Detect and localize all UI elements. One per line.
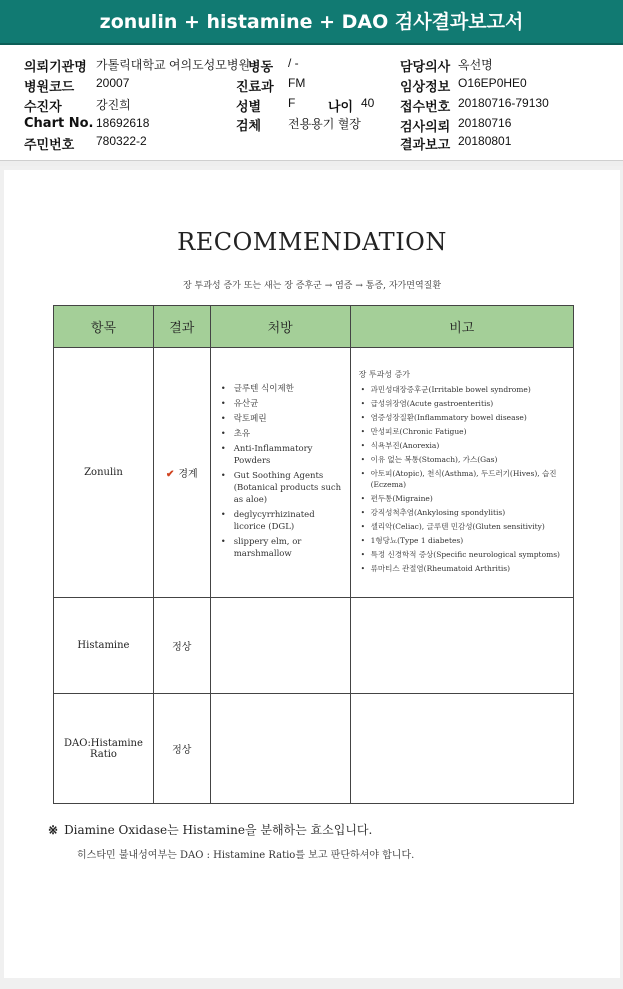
list-item: • deglycyrrhizinated licorice (DGL) — [221, 509, 342, 533]
sex-label: 성별 — [236, 100, 262, 115]
list-item: • 1형당뇨(Type 1 diabetes) — [359, 535, 567, 546]
list-item: • 특정 신경학적 증상(Specific neurological symptoms) — [359, 549, 567, 560]
table-row — [54, 598, 574, 694]
header-item: 항목 — [54, 306, 154, 348]
receipt-no-value: 20180716-79130 — [458, 96, 549, 110]
chart-no-label: Chart No. — [24, 116, 94, 131]
result-value: 경계 — [178, 469, 198, 480]
result-cell: 정상 — [153, 598, 210, 694]
doctor-value: 옥선명 — [458, 58, 493, 72]
doctor-label: 담당의사 — [400, 60, 451, 75]
header-notes: 비고 — [350, 306, 573, 348]
age-label: 나이 — [328, 100, 354, 115]
recommendation-table — [53, 305, 574, 804]
requester-label: 의뢰기관명 — [24, 60, 87, 75]
list-item: • 급성위장염(Acute gastroenteritis) — [359, 398, 567, 409]
prescription-cell — [210, 598, 350, 694]
list-item: • 글루텐 식이제한 — [221, 383, 342, 395]
result-cell — [153, 348, 210, 598]
resident-no-label: 주민번호 — [24, 138, 75, 153]
notes-heading: 장 투과성 증가 — [358, 369, 411, 379]
list-item: • 과민성대장증후군(Irritable bowel syndrome) — [359, 384, 567, 395]
hospital-code-value: 20007 — [96, 76, 130, 90]
requester-value: 가톨릭대학교 여의도성모병원 — [96, 58, 251, 72]
header-result: 결과 — [153, 306, 210, 348]
list-item: • 류마티스 관절염(Rheumatoid Arthritis) — [359, 563, 567, 574]
ward-label: 병동 — [248, 60, 274, 75]
list-item: • 편두통(Migraine) — [359, 493, 567, 504]
list-item: • slippery elm, or marshmallow — [221, 536, 342, 560]
report-date-value: 20180801 — [458, 134, 512, 148]
recommendation-subtitle: 장 투과성 증가 또는 새는 장 증후군 → 염증 → 통증, 자가면역질환 — [182, 281, 442, 291]
specimen-label: 검체 — [236, 119, 262, 134]
hospital-code-label: 병원코드 — [24, 80, 75, 95]
specimen-value: 전용용기 혈장 — [288, 117, 361, 131]
list-item: • 셀리악(Celiac), 글루텐 민감성(Gluten sensitivity) — [359, 521, 567, 532]
list-item: • 식욕부진(Anorexia) — [359, 440, 567, 451]
patient-label: 수진자 — [24, 100, 62, 115]
result-cell: 정상 — [153, 694, 210, 804]
list-item: • 이유 없는 복통(Stomach), 가스(Gas) — [359, 454, 567, 465]
age-value: 40 — [361, 96, 375, 110]
list-item: • 아토피(Atopic), 천식(Asthma), 두드러기(Hives), 습진(Eczema) — [359, 468, 567, 490]
list-item: • 초유 — [221, 428, 342, 440]
list-item: • 염증성장질환(Inflammatory bowel disease) — [359, 412, 567, 423]
table-row — [54, 348, 574, 598]
item-cell: Histamine — [54, 598, 154, 694]
table-row — [54, 694, 574, 804]
report-area — [0, 166, 623, 989]
list-item: • 강직성척추염(Ankylosing spondylitis) — [359, 507, 567, 518]
receipt-no-label: 접수번호 — [400, 100, 451, 115]
patient-value: 강진희 — [96, 98, 131, 112]
header-prescription: 처방 — [210, 306, 350, 348]
footnote-detail: 히스타민 불내성여부는 DAO : Histamine Ratio를 보고 판단하셔야 합니다. — [77, 850, 415, 861]
notes-cell — [350, 348, 573, 598]
prescription-list — [211, 383, 350, 560]
request-date-value: 20180716 — [458, 116, 512, 130]
patient-info — [0, 53, 623, 158]
item-cell: DAO:Histamine Ratio — [54, 694, 154, 804]
sex-value: F — [288, 96, 296, 110]
list-item: • Anti-Inflammatory Powders — [221, 443, 342, 467]
resident-no-value: 780322-2 — [96, 134, 147, 148]
notes-cell — [350, 598, 573, 694]
reference-mark-icon: ※ — [48, 823, 59, 837]
report-date-label: 결과보고 — [400, 138, 451, 153]
list-item: • 만성피로(Chronic Fatigue) — [359, 426, 567, 437]
notes-list — [359, 384, 567, 574]
footnote-text: Diamine Oxidase는 Histamine을 분해하는 효소입니다. — [64, 823, 373, 837]
footnote — [48, 821, 372, 838]
ward-value: / - — [288, 56, 299, 70]
list-item: • 락토페린 — [221, 413, 342, 425]
recommendation-title: RECOMMENDATION — [177, 228, 447, 256]
report-title: zonulin + histamine + DAO 검사결과보고서 — [0, 0, 623, 45]
prescription-cell — [210, 348, 350, 598]
clinical-info-label: 임상정보 — [400, 80, 451, 95]
request-date-label: 검사의뢰 — [400, 120, 451, 135]
department-value: FM — [288, 76, 306, 90]
clinical-info-value: O16EP0HE0 — [458, 76, 527, 90]
item-cell: Zonulin — [54, 348, 154, 598]
check-icon: ✔ — [165, 469, 175, 480]
report-page — [4, 170, 620, 978]
prescription-cell — [210, 694, 350, 804]
notes-cell — [350, 694, 573, 804]
list-item: • 유산균 — [221, 398, 342, 410]
department-label: 진료과 — [236, 80, 274, 95]
chart-no-value: 18692618 — [96, 116, 150, 130]
list-item: • Gut Soothing Agents (Botanical products such as aloe) — [221, 470, 342, 506]
